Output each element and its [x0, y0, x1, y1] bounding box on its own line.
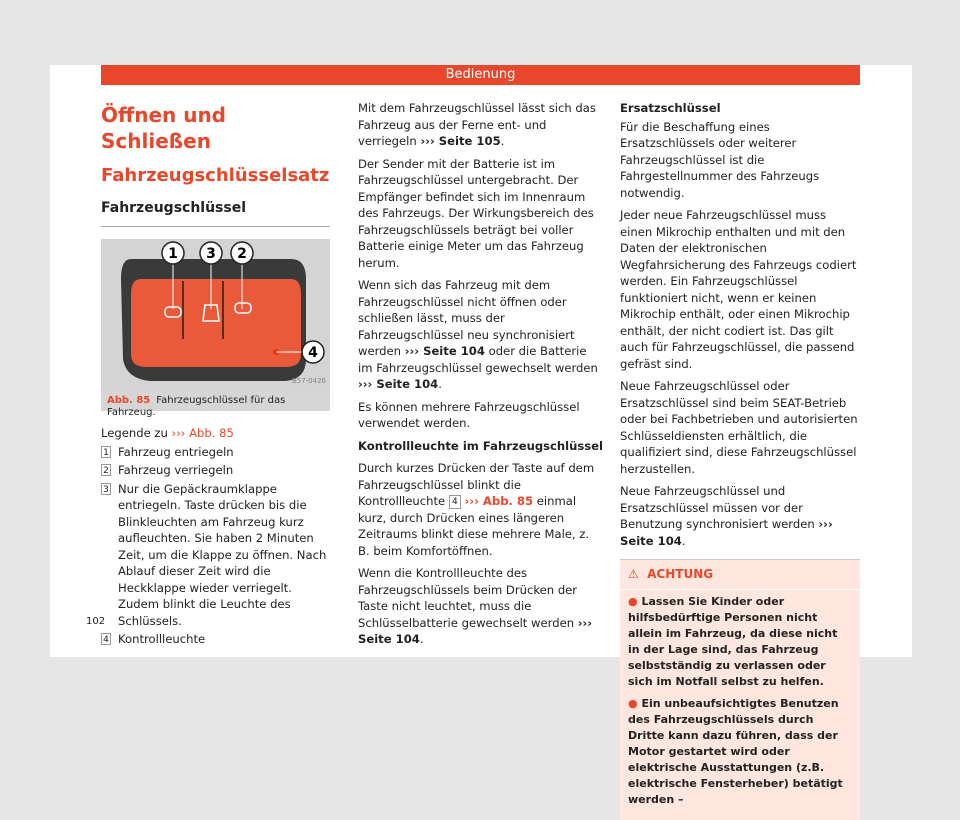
paragraph: [358, 460, 604, 559]
warning-body: [620, 590, 860, 820]
legend-number: 2: [101, 464, 111, 476]
paragraph: Wenn sich das Fahrzeug mit dem Fahrzeugschlüssel nicht öffnen oder schließen lässt, muss der Fahrzeugschlüssel neu synchronisiert werden ››› Seite 104 oder die Batterie im Fahrzeugschlüssel gewechselt werden ››› Seite 104.: [358, 278, 598, 391]
legend-text: Fahrzeug verriegeln: [118, 463, 234, 477]
paragraph-text: Wenn die Kontrollleuchte des Fahrzeugschlüssels beim Drücken der Taste nicht leuchtet, muss die Schlüsselbatterie gewechselt werden: [358, 566, 578, 630]
callout-4: 4: [308, 345, 318, 361]
warning-triangle-icon: ⚠: [628, 567, 639, 581]
callout-3: 3: [206, 246, 216, 262]
paragraph: Es können mehrere Fahrzeugschlüssel verwendet werden.: [358, 399, 580, 430]
callout-1: 1: [168, 246, 178, 262]
paragraph-text: Wenn sich das Fahrzeug mit dem Fahrzeugschlüssel nicht öffnen oder schließen lässt, muss der Fahrzeugschlüssel neu synchronisiert werden: [358, 278, 575, 358]
legend-item: [101, 481, 331, 630]
column-right: [620, 100, 860, 820]
subsection-title: Fahrzeugschlüssel: [101, 200, 247, 216]
page-ref-link[interactable]: ››› Seite 105: [420, 134, 501, 148]
legend-number: 4: [101, 633, 111, 645]
key-figure: [101, 239, 330, 391]
paragraph: Mit dem Fahrzeugschlüssel lässt sich das Fahrzeug aus der Ferne ent- und verriegeln ››› Seite 105.: [358, 101, 596, 148]
paragraph-text: Neue Fahrzeugschlüssel und Ersatzschlüssel müssen vor der Benutzung synchronisiert werden: [620, 484, 815, 531]
legend-title: [101, 425, 331, 442]
bullet-icon: ●: [628, 594, 638, 608]
figure-code: B57-0426: [291, 376, 326, 385]
bullet-icon: ●: [628, 696, 638, 710]
warning-title: ACHTUNG: [647, 567, 714, 581]
page-number: 102: [86, 616, 106, 627]
paragraph-text: Durch kurzes Drücken der Taste auf dem Fahrzeugschlüssel blinkt die Kontrollleuchte: [358, 461, 595, 508]
legend-item: [101, 631, 331, 648]
legend-number: 1: [101, 446, 111, 458]
legend-text: Kontrollleuchte: [118, 632, 206, 646]
paragraph: Jeder neue Fahrzeugschlüssel muss einen Mikrochip enthalten und mit den Daten der elektronischen Wegfahrsicherung des Fahrzeugs codiert werden. Ein Fahrzeugschlüssel funktioniert nicht, wenn er keinen Mikrochip enthält, oder einen Mikrochip enthält, der nicht codiert ist. Das gilt auch für Fahrzeugschlüssel, die passend gefräst sind.: [620, 208, 857, 371]
paragraph-text: oder die Batterie im Fahrzeugschlüssel gewechselt werden: [358, 344, 598, 375]
page-ref-link[interactable]: ››› Seite 104: [358, 377, 439, 391]
legend-prefix: Legende zu: [101, 426, 172, 440]
paragraph-text: einmal kurz, durch Drücken eines längeren Zeitraums blinkt diese mehrere Male, z. B. beim Komfortöffnen.: [358, 494, 590, 558]
warning-header: [620, 560, 860, 590]
figure-caption: [101, 391, 330, 418]
divider: [101, 226, 330, 227]
page-ref-link[interactable]: ››› Seite 104: [358, 615, 593, 646]
paragraph: Neue Fahrzeugschlüssel oder Ersatzschlüssel sind beim SEAT-Betrieb oder bei Fachbetrieben und autorisierten Schlüsseldiensten erhältlich, die qualifiziert sind, diese Fahrzeugschlüssel herzustellen.: [620, 379, 858, 476]
legend-number: 3: [101, 483, 111, 495]
warning-text: Lassen Sie Kinder oder hilfsbedürftige Personen nicht allein im Fahrzeug, da diese nicht in der Lage sind, das Fahrzeug selbstständig zu verlassen oder sich im Notfall selbst zu helfen.: [628, 594, 838, 688]
figure-caption-text: Fahrzeugschlüssel für das Fahrzeug.: [107, 395, 286, 418]
warning-text: Ein unbeaufsichtigtes Benutzen des Fahrzeugschlüssels durch Dritte kann dazu führen, dass der Motor gestartet wird oder elektrische Ausstattungen (z.B. elektrische Fensterheber) betätigt werden –: [628, 696, 843, 806]
section-title: Fahrzeugschlüsselsatz: [101, 165, 330, 186]
paragraph: Für die Beschaffung eines Ersatzschlüssels oder weiterer Fahrzeugschlüssel ist die Fahrgestellnummer des Fahrzeugs notwendig.: [620, 119, 820, 200]
paragraph: Der Sender mit der Batterie ist im Fahrzeugschlüssel untergebracht. Der Empfänger befindet sich im Innenraum des Fahrzeugs. Der Wirkungsbereich des Fahrzeugschlüssels beträgt bei voller Batterie einige Meter um das Fahrzeug herum.: [358, 156, 594, 270]
legend-text: Nur die Gepäckraumklappe entriegeln. Taste drücken bis die Blinkleuchten am Fahrzeug kurz aufleuchten. Sie haben 2 Minuten Zeit, um die Klappe zu öffnen. Nach Ablauf dieser Zeit wird die Heckklappe wieder verriegelt. Zudem blinkt die Leuchte des Schlüssels.: [118, 481, 327, 628]
chapter-title: Öffnen und Schließen: [101, 103, 226, 153]
warning-item: [628, 594, 852, 690]
legend-number: 4: [449, 495, 461, 509]
page-ref-link[interactable]: ››› Seite 104: [620, 517, 833, 548]
car-key-illustration: [101, 239, 330, 391]
paragraph: Wenn die Kontrollleuchte des Fahrzeugschlüssels beim Drücken der Taste nicht leuchtet, muss die Schlüsselbatterie gewechselt werden ››› Seite 104.: [358, 566, 593, 646]
page-ref-link[interactable]: ››› Seite 104: [404, 344, 485, 358]
subheading: Ersatzschlüssel: [620, 101, 721, 115]
figure-label: Abb. 85: [107, 395, 151, 406]
paragraph-text: Mit dem Fahrzeugschlüssel lässt sich das Fahrzeug aus der Ferne ent- und verriegeln: [358, 101, 596, 148]
warning-box: [620, 559, 860, 820]
section-header: Bedienung: [101, 65, 860, 85]
warning-item: [628, 696, 852, 808]
column-left: [101, 102, 331, 648]
paragraph: Neue Fahrzeugschlüssel und Ersatzschlüssel müssen vor der Benutzung synchronisiert werden ››› Seite 104.: [620, 484, 833, 548]
callout-2: 2: [237, 246, 247, 262]
legend-item: [101, 444, 331, 461]
legend-ref-link[interactable]: ››› Abb. 85: [171, 426, 234, 440]
subheading: Kontrollleuchte im Fahrzeugschlüssel: [358, 438, 604, 453]
legend-text: Fahrzeug entriegeln: [118, 444, 234, 459]
column-middle: [358, 100, 604, 654]
legend-item: [101, 462, 331, 479]
figure-ref-link[interactable]: ››› Abb. 85: [464, 494, 534, 508]
